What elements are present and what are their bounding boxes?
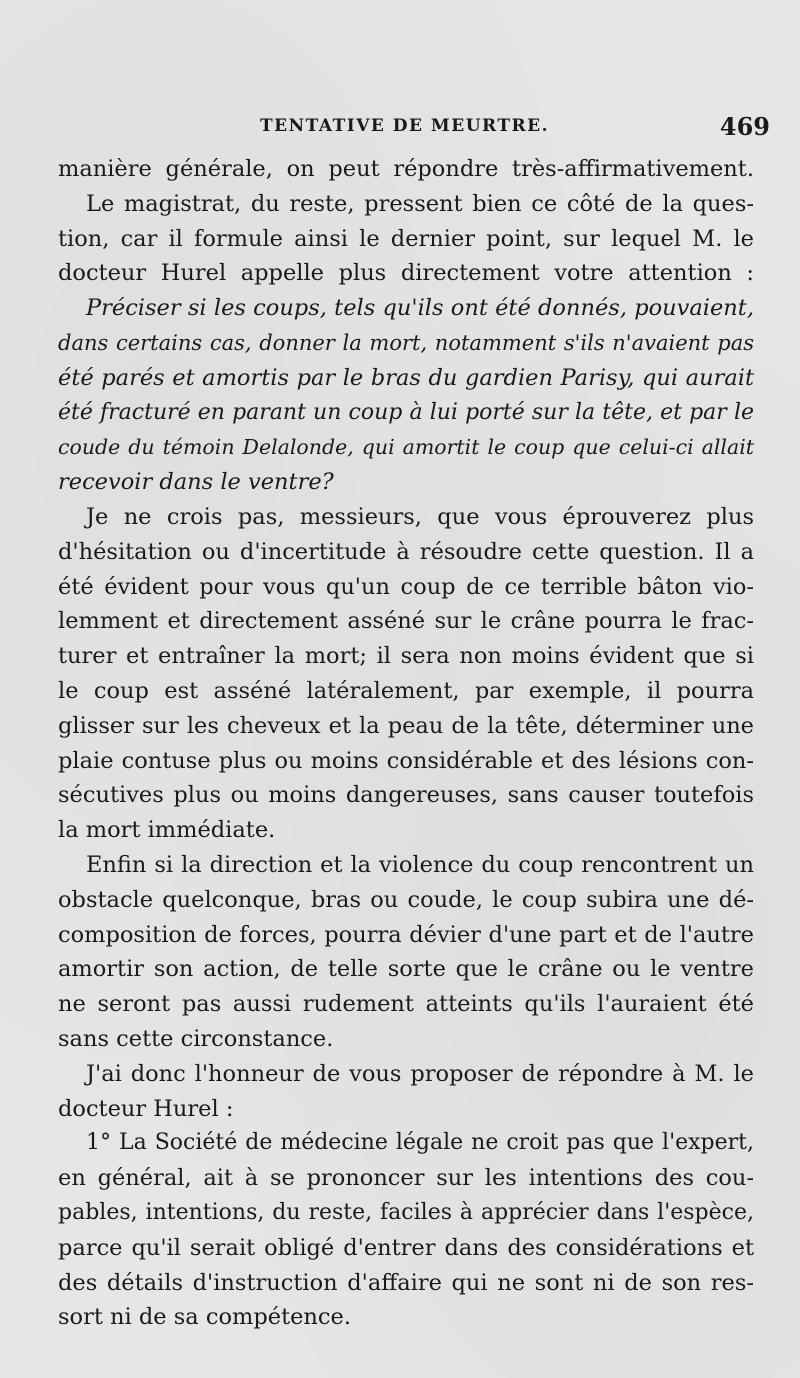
text-line: été évident pour vous qu'un coup de ce terrible bâton vio- <box>58 573 754 600</box>
text-line: Préciser si les coups, tels qu'ils ont été donnés, pouvaient, <box>86 295 754 322</box>
text-line: le coup est asséné latéralement, par exemple, il pourra <box>58 677 754 704</box>
text-line: des détails d'instruction d'affaire qui ne sont ni de son res- <box>58 1269 754 1296</box>
text-line: composition de forces, pourra dévier d'une part et de l'autre <box>58 921 754 948</box>
text-line: été parés et amortis par le bras du gardien Parisy, qui aurait <box>58 364 754 391</box>
text-line: tion, car il formule ainsi le dernier point, sur lequel M. le <box>58 225 754 252</box>
text-line: obstacle quelconque, bras ou coude, le coup subira une dé- <box>58 886 754 913</box>
text-line: ne seront pas aussi rudement atteints qu'ils l'auraient été <box>58 991 754 1018</box>
text-line: amortir son action, de telle sorte que le crâne ou le ventre <box>58 956 754 983</box>
text-line: manière générale, on peut répondre très-affirmativement. <box>58 156 754 182</box>
text-line: sans cette circonstance. <box>58 1025 334 1052</box>
text-line: en général, ait à se prononcer sur les intentions des cou- <box>58 1165 754 1192</box>
text-line: docteur Hurel appelle plus directement votre attention : <box>58 260 754 287</box>
text-line: J'ai donc l'honneur de vous proposer de répondre à M. le <box>86 1060 754 1087</box>
body-text <box>58 152 754 1335</box>
text-line: 1° La Société de médecine légale ne croit pas que l'expert, <box>86 1130 754 1156</box>
running-title: TENTATIVE DE MEURTRE. <box>260 116 549 136</box>
text-line: turer et entraîner la mort; il sera non moins évident que si <box>58 643 754 670</box>
text-line: Le magistrat, du reste, pressent bien ce côté de la ques- <box>86 190 754 217</box>
text-line: pables, intentions, du reste, faciles à apprécier dans l'espèce, <box>58 1199 754 1225</box>
text-line: glisser sur les cheveux et la peau de la tête, déterminer une <box>58 712 754 739</box>
page-number: 469 <box>719 112 770 141</box>
text-line: été fracturé en parant un coup à lui porté sur la tête, et par le <box>58 399 754 425</box>
text-line: docteur Hurel : <box>58 1095 234 1122</box>
text-line: la mort immédiate. <box>58 817 276 844</box>
text-line: d'hésitation ou d'incertitude à résoudre cette question. Il a <box>58 538 754 565</box>
text-line: parce qu'il serait obligé d'entrer dans des considérations et <box>58 1234 754 1261</box>
text-line: Je ne crois pas, messieurs, que vous éprouverez plus <box>86 503 754 530</box>
text-line: dans certains cas, donner la mort, notamment s'ils n'avaient pas <box>58 330 754 355</box>
text-line: sécutives plus ou moins dangereuses, sans causer toutefois <box>58 782 754 809</box>
text-line: recevoir dans le ventre? <box>58 469 334 496</box>
text-line: Enfin si la direction et la violence du coup rencontrent un <box>86 851 754 878</box>
text-line: lemment et directement asséné sur le crâne pourra le frac- <box>58 608 754 635</box>
text-line: sort ni de sa compétence. <box>58 1304 351 1331</box>
text-line: coude du témoin Delalonde, qui amortit le coup que celui-ci allait <box>58 435 754 460</box>
text-line: plaie contuse plus ou moins considérable et des lésions con- <box>58 747 754 774</box>
running-head <box>60 112 770 142</box>
